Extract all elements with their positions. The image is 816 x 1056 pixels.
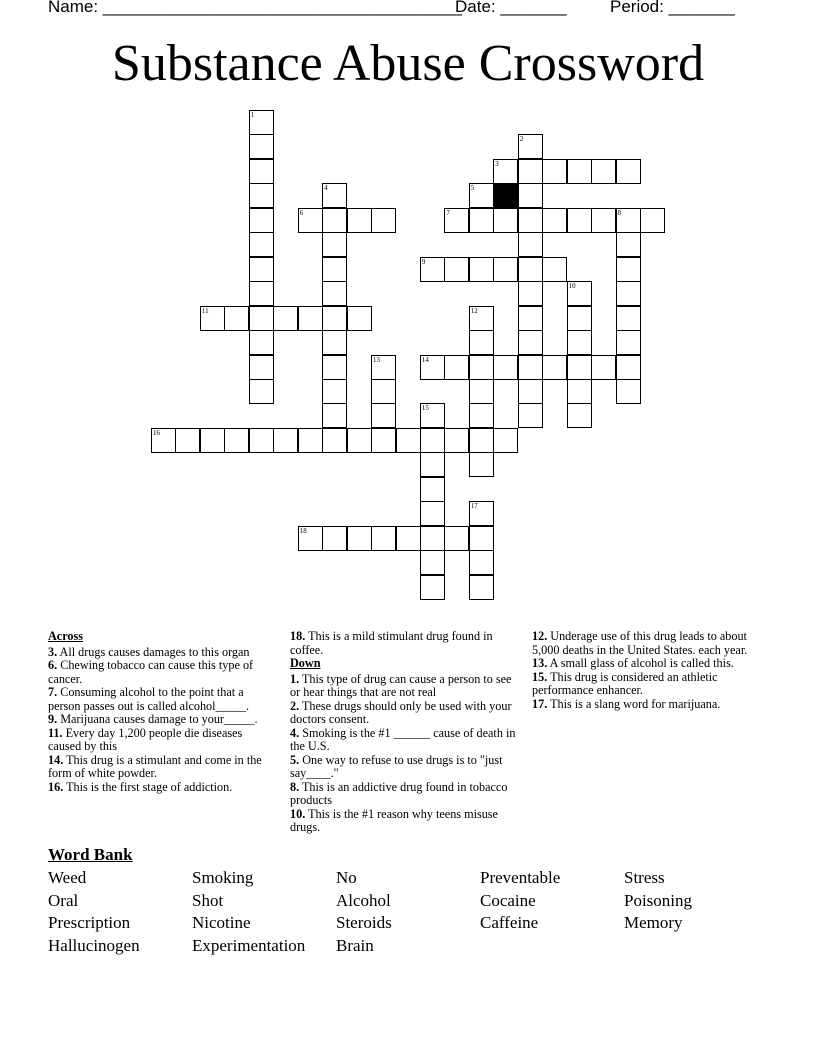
crossword-cell[interactable] [616, 330, 641, 355]
crossword-cell[interactable] [420, 526, 445, 551]
crossword-cell[interactable] [322, 232, 347, 257]
clue-down-13: 13. A small glass of alcohol is called this. [532, 656, 734, 670]
crossword-cell[interactable] [567, 281, 592, 306]
crossword-cell[interactable] [444, 208, 469, 233]
clue-number: 8 [617, 208, 621, 217]
crossword-cell[interactable] [249, 281, 274, 306]
crossword-cell[interactable] [371, 208, 396, 233]
word-bank-item: Brain [336, 935, 374, 955]
crossword-cell[interactable] [200, 306, 225, 331]
clue-number: 14 [421, 355, 429, 364]
word-bank-item: Steroids [336, 913, 392, 933]
clue-number: 2 [519, 135, 524, 144]
crossword-cell[interactable] [493, 355, 518, 380]
crossword-cell[interactable] [542, 159, 567, 184]
crossword-cell[interactable] [249, 183, 274, 208]
crossword-cell[interactable] [518, 281, 543, 306]
crossword-cell[interactable] [518, 208, 543, 233]
crossword-cell[interactable] [249, 355, 274, 380]
crossword-cell[interactable] [298, 208, 323, 233]
crossword-cell[interactable] [518, 183, 543, 208]
clue-number: 13 [373, 355, 380, 364]
word-bank-item: Experimentation [192, 935, 306, 955]
clue-across-3: 3. All drugs causes damages to this organ [48, 644, 250, 659]
crossword-cell[interactable] [518, 159, 543, 184]
name-field[interactable]: Name: ______________________________________ [48, 0, 463, 16]
clues-column-1 [48, 630, 274, 794]
crossword-cell[interactable] [420, 550, 445, 575]
crossword-cell[interactable] [249, 208, 274, 233]
clue-number: 12 [470, 306, 478, 315]
clue-number: 10 [568, 282, 576, 291]
crossword-cell[interactable] [371, 355, 396, 380]
crossword-cell[interactable] [322, 379, 347, 404]
date-field[interactable]: Date: _______ [455, 0, 567, 16]
crossword-cell[interactable] [469, 330, 494, 355]
period-field[interactable]: Period: _______ [610, 0, 735, 16]
clue-number: 9 [421, 257, 426, 266]
crossword-cell[interactable] [542, 355, 567, 380]
word-bank-item: Preventable [480, 868, 561, 887]
clues-column-2 [290, 630, 516, 835]
crossword-cell[interactable] [469, 208, 494, 233]
clue-number: 6 [299, 208, 304, 217]
crossword-cell[interactable] [616, 257, 641, 282]
crossword-blocked-cell [493, 183, 518, 208]
crossword-cell[interactable] [591, 159, 616, 184]
word-bank-item: Hallucinogen [48, 935, 140, 955]
crossword-cell[interactable] [298, 306, 323, 331]
crossword-cell[interactable] [347, 526, 372, 551]
crossword-cell[interactable] [396, 428, 421, 453]
crossword-cell[interactable] [616, 306, 641, 331]
crossword-cell[interactable] [371, 379, 396, 404]
clue-down-2: 2. These drugs should only be used with your doctors consent. [290, 698, 512, 726]
clue-across-14: 14. This drug is a stimulant and come in the form of white powder. [48, 752, 262, 780]
clue-across-9: 9. Marijuana causes damage to your_____. [48, 712, 258, 726]
word-bank-item: Caffeine [480, 913, 539, 933]
clue-across-11: 11. Every day 1,200 people die diseases caused by this [48, 725, 243, 753]
word-bank-item: Poisoning [624, 890, 693, 910]
crossword-cell[interactable] [347, 306, 372, 331]
crossword-cell[interactable] [322, 526, 347, 551]
clue-number: 3 [495, 159, 499, 168]
word-bank-item: Alcohol [336, 890, 391, 910]
crossword-cell[interactable] [175, 428, 200, 453]
crossword-cell[interactable] [151, 428, 176, 453]
crossword-cell[interactable] [420, 428, 445, 453]
crossword-cell[interactable] [249, 159, 274, 184]
crossword-cell[interactable] [322, 281, 347, 306]
crossword-cell[interactable] [567, 355, 592, 380]
crossword-cell[interactable] [469, 501, 494, 526]
crossword-cell[interactable] [444, 526, 469, 551]
crossword-cell[interactable] [322, 257, 347, 282]
crossword-cell[interactable] [469, 257, 494, 282]
crossword-cell[interactable] [420, 403, 445, 428]
word-bank-item: No [336, 868, 357, 887]
crossword-cell[interactable] [518, 134, 543, 159]
clue-number: 5 [470, 184, 475, 193]
crossword-cell[interactable] [616, 159, 641, 184]
crossword-cell[interactable] [493, 208, 518, 233]
crossword-cell[interactable] [249, 134, 274, 159]
clue-number: 16 [153, 428, 160, 437]
crossword-cell[interactable] [518, 330, 543, 355]
crossword-cell[interactable] [224, 306, 249, 331]
crossword-cell[interactable] [273, 428, 298, 453]
clue-number: 17 [470, 502, 478, 511]
crossword-cell[interactable] [420, 477, 445, 502]
crossword-cell[interactable] [420, 355, 445, 380]
crossword-cell[interactable] [322, 355, 347, 380]
crossword-cell[interactable] [493, 159, 518, 184]
crossword-cell[interactable] [469, 183, 494, 208]
crossword-cell[interactable] [518, 379, 543, 404]
crossword-cell[interactable] [322, 208, 347, 233]
crossword-cell[interactable] [249, 232, 274, 257]
clue-number: 11 [201, 306, 209, 315]
word-bank-title: Word Bank [48, 845, 133, 864]
crossword-cell[interactable] [616, 208, 641, 233]
crossword-cell[interactable] [420, 575, 445, 600]
crossword-cell[interactable] [322, 403, 347, 428]
page-title: Substance Abuse Crossword [111, 35, 705, 92]
crossword-cell[interactable] [518, 306, 543, 331]
crossword-cell[interactable] [518, 232, 543, 257]
crossword-cell[interactable] [469, 550, 494, 575]
crossword-cell[interactable] [322, 330, 347, 355]
clue-number: 7 [446, 208, 450, 217]
crossword-cell[interactable] [616, 232, 641, 257]
clue-down-4: 4. Smoking is the #1 ______ cause of death in the U.S. [290, 725, 516, 753]
crossword-cell[interactable] [616, 355, 641, 380]
crossword-cell[interactable] [469, 452, 494, 477]
crossword-cell[interactable] [444, 257, 469, 282]
crossword-cell[interactable] [640, 208, 665, 233]
word-bank-item: Stress [624, 868, 665, 887]
crossword-cell[interactable] [567, 306, 592, 331]
crossword-cell[interactable] [493, 257, 518, 282]
crossword-cell[interactable] [469, 526, 494, 551]
clues-column-3 [532, 630, 758, 711]
crossword-cell[interactable] [469, 306, 494, 331]
crossword-cell[interactable] [298, 428, 323, 453]
crossword-cell[interactable] [518, 355, 543, 380]
crossword-cell[interactable] [469, 355, 494, 380]
clue-down-12: 12. Underage use of this drug leads to about 5,000 deaths in the United States. each year. [532, 629, 748, 657]
clue-down-1: 1. This type of drug can cause a person to see or hear things that are not real [290, 671, 512, 699]
clue-number: 1 [250, 111, 255, 119]
crossword-cell[interactable] [396, 526, 421, 551]
crossword-cell[interactable] [249, 306, 274, 331]
down-heading: Down [290, 656, 321, 670]
crossword-cell[interactable] [371, 403, 396, 428]
word-bank-item: Smoking [192, 868, 254, 887]
crossword-cell[interactable] [591, 208, 616, 233]
word-bank-item: Weed [48, 868, 87, 887]
crossword-cell[interactable] [567, 379, 592, 404]
clue-number: 4 [324, 184, 328, 193]
word-bank-item: Oral [48, 890, 79, 910]
crossword-cell[interactable] [567, 159, 592, 184]
crossword-cell[interactable] [273, 306, 298, 331]
word-bank-item: Shot [192, 890, 224, 910]
crossword-cell[interactable] [224, 428, 249, 453]
crossword-cell[interactable] [469, 403, 494, 428]
crossword-cell[interactable] [616, 379, 641, 404]
clue-down-5: 5. One way to refuse to use drugs is to "just say____." [290, 752, 503, 780]
crossword-cell[interactable] [200, 428, 225, 453]
crossword-cell[interactable] [567, 330, 592, 355]
word-bank-item: Prescription [48, 913, 131, 933]
crossword-cell[interactable] [567, 208, 592, 233]
clue-across-6: 6. Chewing tobacco can cause this type of cancer. [48, 658, 254, 686]
crossword-cell[interactable] [616, 281, 641, 306]
crossword-cell[interactable] [542, 208, 567, 233]
crossword-cell[interactable] [469, 379, 494, 404]
crossword-cell[interactable] [347, 208, 372, 233]
crossword-cell[interactable] [322, 428, 347, 453]
crossword-cell[interactable] [444, 428, 469, 453]
crossword-cell[interactable] [518, 257, 543, 282]
across-heading: Across [48, 629, 83, 643]
clue-number: 15 [421, 404, 429, 413]
word-bank-item: Nicotine [192, 913, 251, 933]
crossword-cell[interactable] [298, 526, 323, 551]
crossword-cell[interactable] [322, 183, 347, 208]
crossword-cell[interactable] [420, 257, 445, 282]
crossword-cell[interactable] [542, 257, 567, 282]
crossword-cell[interactable] [371, 428, 396, 453]
clue-down-10: 10. This is the #1 reason why teens misuse drugs. [290, 806, 498, 834]
clue-down-15: 15. This drug is considered an athletic performance enhancer. [532, 669, 718, 697]
clue-down-8: 8. This is an addictive drug found in tobacco products [290, 779, 508, 807]
crossword-cell[interactable] [420, 452, 445, 477]
crossword-cell[interactable] [444, 355, 469, 380]
crossword-cell[interactable] [518, 403, 543, 428]
crossword-cell[interactable] [249, 428, 274, 453]
crossword-cell[interactable] [249, 379, 274, 404]
word-bank [48, 868, 788, 958]
clue-number: 18 [299, 526, 307, 535]
clue-across-18: 18. This is a mild stimulant drug found in coffee. [290, 629, 493, 657]
crossword-cell[interactable] [420, 501, 445, 526]
word-bank-item: Memory [624, 913, 683, 933]
crossword-cell[interactable] [567, 403, 592, 428]
crossword-cell[interactable] [469, 575, 494, 600]
crossword-cell[interactable] [249, 257, 274, 282]
clue-across-7: 7. Consuming alcohol to the point that a person passes out is called alcohol_____. [48, 685, 250, 713]
clue-across-16: 16. This is the first stage of addiction. [48, 779, 233, 794]
crossword-cell[interactable] [249, 330, 274, 355]
crossword-cell[interactable] [591, 355, 616, 380]
crossword-cell[interactable] [493, 428, 518, 453]
word-bank-item: Cocaine [480, 890, 536, 910]
crossword-cell[interactable] [249, 110, 274, 135]
crossword-cell[interactable] [371, 526, 396, 551]
crossword-cell[interactable] [469, 428, 494, 453]
crossword-cell[interactable] [322, 306, 347, 331]
clue-down-17: 17. This is a slang word for marijuana. [532, 696, 721, 711]
crossword-cell[interactable] [347, 428, 372, 453]
